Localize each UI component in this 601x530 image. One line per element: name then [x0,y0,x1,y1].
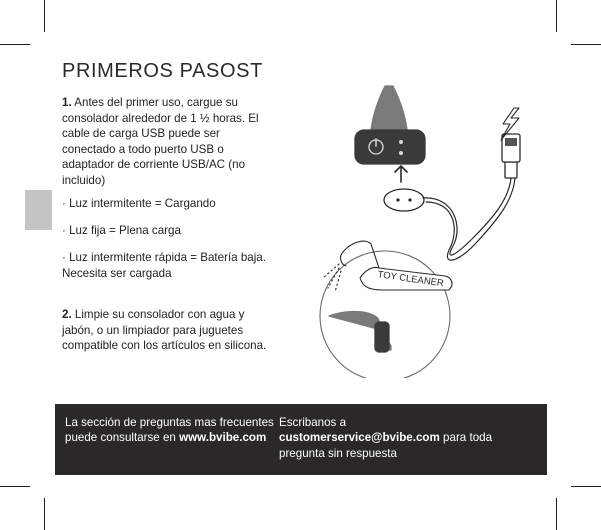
crop-mark [0,44,30,45]
crop-mark [0,486,30,487]
side-tab [25,190,52,230]
crop-mark [556,0,557,32]
step-2-number: 2. [62,308,72,321]
crop-mark [571,44,601,45]
crop-mark [44,0,45,32]
footer-faq [65,415,275,446]
bullet-full-charge: · Luz fija = Plena carga [62,224,181,237]
toy-base-shape [355,130,425,164]
page-title: PRIMEROS PASOST [62,60,263,82]
step-1 [62,95,262,189]
contact-suffix: para toda pregunta sin respuesta [279,431,493,460]
contact-email-link[interactable]: customerservice@bvibe.com [279,431,440,445]
arrow-up-icon [395,166,407,182]
step-1-number: 1. [62,96,72,109]
contact-prefix: Escribanos a [279,416,347,429]
toy-tip-shape [371,86,407,130]
crop-mark [571,486,601,487]
charging-port [399,151,403,155]
usb-plug [505,162,517,178]
step-1-text: Antes del primer uso, cargue su consolador alrededor de 1 ½ horas. El cable de carga USB puede ser conectado a todo puerto USB o adaptador de corriente USB/AC (no incluido) [62,96,259,187]
faq-link[interactable]: www.bvibe.com [179,431,267,445]
crop-mark [44,498,45,530]
footer-contact [279,415,541,461]
magnetic-connector [384,189,424,211]
led-indicator [399,140,403,144]
charging-illustration [295,78,525,378]
faq-text: La sección de preguntas mas frecuentes puede consultarse en [65,416,274,445]
step-2 [62,307,269,354]
bullet-low-battery: · Luz intermitente rápida = Batería baja. Necesita ser cargada [62,251,266,280]
cleaner-bottle-label: TOY CLEANER [376,269,445,290]
crop-mark [556,498,557,530]
footer-box [55,404,547,475]
step-2-text: Limpie su consolador con agua y jabón, o un limpiador para juguetes compatible con los artículos en silicona. [62,308,267,353]
bullet-charging: · Luz intermitente = Cargando [62,197,216,210]
